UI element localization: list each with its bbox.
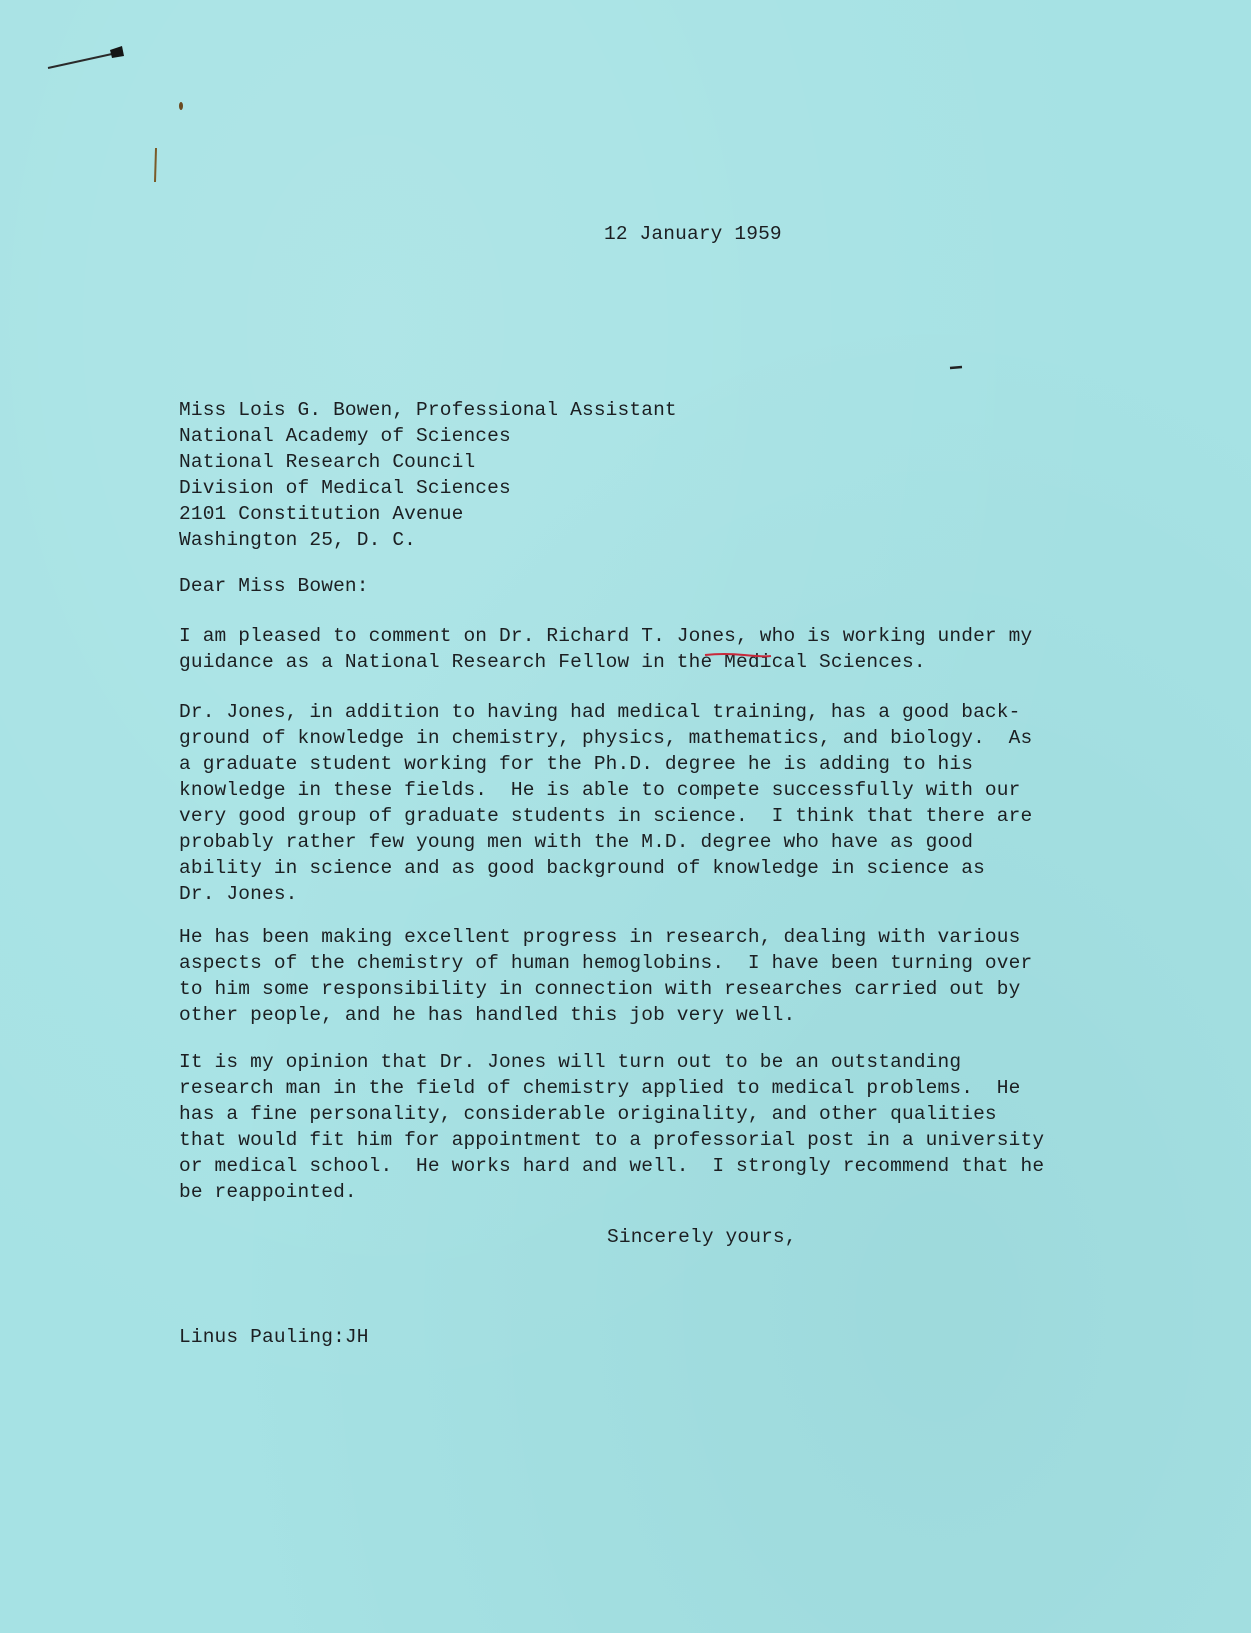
paragraph-line: guidance as a National Research Fellow in the Medical Sciences. xyxy=(179,651,926,673)
paragraph-line: ground of knowledge in chemistry, physics, mathematics, and biology. As xyxy=(179,727,1033,749)
ink-blot-mark xyxy=(42,38,132,78)
signature-line: Linus Pauling:JH xyxy=(179,1326,369,1348)
recipient-line: National Research Council xyxy=(179,451,476,473)
paragraph-line: other people, and he has handled this job very well. xyxy=(179,1004,796,1026)
recipient-line: National Academy of Sciences xyxy=(179,425,511,447)
paragraph-4 xyxy=(179,1049,1044,1205)
paragraph-line: has a fine personality, considerable originality, and other qualities xyxy=(179,1103,997,1125)
paragraph-line: I am pleased to comment on Dr. Richard T. Jones, who is working under my xyxy=(179,625,1033,647)
letter-date: 12 January 1959 xyxy=(604,223,782,245)
paragraph-line: knowledge in these fields. He is able to compete successfully with our xyxy=(179,779,1021,801)
paragraph-line: that would fit him for appointment to a professorial post in a university xyxy=(179,1129,1045,1151)
paragraph-line: or medical school. He works hard and well. I strongly recommend that he xyxy=(179,1155,1045,1177)
recipient-line: Miss Lois G. Bowen, Professional Assistant xyxy=(179,399,677,421)
recipient-line: Washington 25, D. C. xyxy=(179,529,417,551)
paragraph-line: ability in science and as good background of knowledge in science as xyxy=(179,857,985,879)
recipient-address xyxy=(179,397,677,553)
stain-streak-mark xyxy=(151,146,161,186)
recipient-line: 2101 Constitution Avenue xyxy=(179,503,464,525)
paragraph-3 xyxy=(179,924,1032,1028)
paragraph-line: very good group of graduate students in science. I think that there are xyxy=(179,805,1033,827)
paragraph-line: Dr. Jones, in addition to having had medical training, has a good back- xyxy=(179,701,1021,723)
paragraph-line: Dr. Jones. xyxy=(179,883,298,905)
punch-speck-mark xyxy=(176,96,186,116)
paragraph-line: It is my opinion that Dr. Jones will turn out to be an outstanding xyxy=(179,1051,962,1073)
paragraph-line: a graduate student working for the Ph.D. degree he is adding to his xyxy=(179,753,974,775)
handwritten-red-underline xyxy=(704,652,772,658)
closing: Sincerely yours, xyxy=(607,1226,797,1248)
paragraph-line: He has been making excellent progress in research, dealing with various xyxy=(179,926,1021,948)
paragraph-line: probably rather few young men with the M.D. degree who have as good xyxy=(179,831,974,853)
recipient-line: Division of Medical Sciences xyxy=(179,477,511,499)
paragraph-line: to him some responsibility in connection with researches carried out by xyxy=(179,978,1021,1000)
dash-mark xyxy=(948,364,968,372)
paragraph-line: be reappointed. xyxy=(179,1181,357,1203)
paragraph-line: aspects of the chemistry of human hemoglobins. I have been turning over xyxy=(179,952,1033,974)
paragraph-1 xyxy=(179,623,1032,675)
salutation: Dear Miss Bowen: xyxy=(179,575,369,597)
paragraph-line: research man in the field of chemistry applied to medical problems. He xyxy=(179,1077,1021,1099)
paragraph-2 xyxy=(179,699,1032,907)
